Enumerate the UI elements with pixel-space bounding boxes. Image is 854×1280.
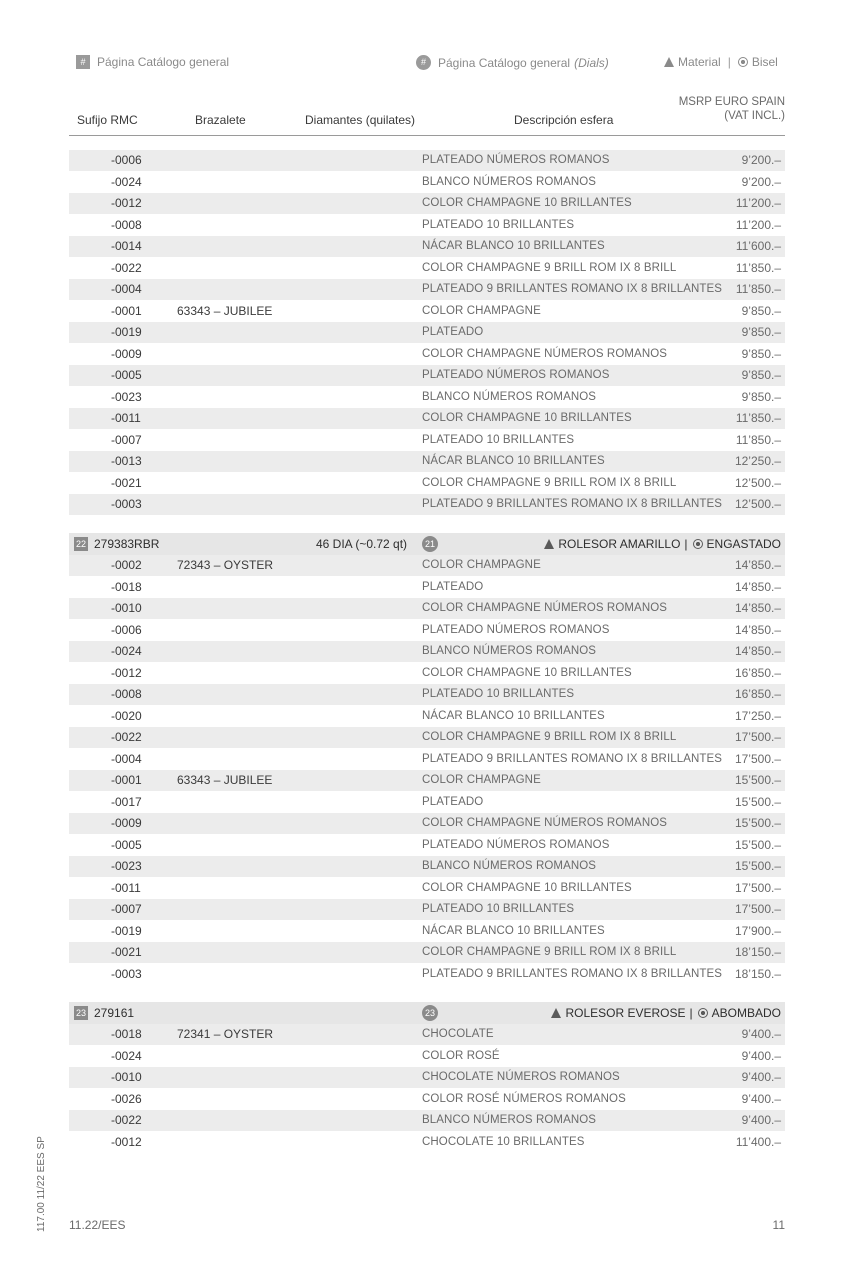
legend-catalog-label: Página Catálogo general bbox=[97, 55, 230, 69]
rmc-suffix: -0023 bbox=[111, 859, 142, 873]
material-triangle-icon bbox=[551, 1008, 561, 1018]
dial-description: CHOCOLATE bbox=[422, 1028, 494, 1040]
catalog-page-badge: 22 bbox=[75, 539, 86, 549]
rmc-suffix: -0023 bbox=[111, 389, 142, 404]
rmc-suffix: -0008 bbox=[111, 217, 142, 232]
legend bbox=[0, 55, 854, 75]
table-row bbox=[69, 344, 785, 365]
dial-description: PLATEADO NÚMEROS ROMANOS bbox=[422, 838, 610, 851]
table-row bbox=[69, 494, 785, 515]
table-row bbox=[69, 172, 785, 193]
price: 12’500.– bbox=[734, 475, 781, 490]
table-row bbox=[69, 1046, 785, 1067]
price: 9’200.– bbox=[741, 153, 781, 167]
material-bezel bbox=[544, 533, 781, 555]
dial-description: BLANCO NÚMEROS ROMANOS bbox=[422, 390, 597, 403]
material-triangle-icon bbox=[664, 57, 674, 67]
reference-number: 279161 bbox=[94, 1006, 135, 1020]
price: 12’500.– bbox=[734, 497, 781, 511]
table-row bbox=[69, 964, 785, 985]
rmc-suffix: -0009 bbox=[111, 346, 142, 361]
dial-description: PLATEADO NÚMEROS ROMANOS bbox=[422, 369, 610, 381]
price: 16’850.– bbox=[734, 665, 781, 680]
material-label: ROLESOR AMARILLO bbox=[558, 537, 681, 551]
price: 15’500.– bbox=[734, 773, 781, 787]
dial-description: PLATEADO 10 BRILLANTES bbox=[422, 433, 575, 446]
rmc-suffix: -0004 bbox=[111, 282, 142, 296]
dial-description: CHOCOLATE 10 BRILLANTES bbox=[422, 1135, 585, 1148]
dial-description: COLOR CHAMPAGNE 10 BRILLANTES bbox=[422, 197, 632, 209]
table-row bbox=[69, 598, 785, 619]
rmc-suffix: -0021 bbox=[111, 475, 142, 490]
dial-description: PLATEADO 10 BRILLANTES bbox=[422, 218, 575, 231]
header-price bbox=[679, 95, 785, 123]
price: 14’850.– bbox=[734, 601, 781, 615]
price: 9’200.– bbox=[741, 174, 781, 189]
dial-description: COLOR CHAMPAGNE 9 BRILL ROM IX 8 BRILL bbox=[422, 946, 677, 958]
price: 14’850.– bbox=[734, 622, 781, 637]
price: 17’500.– bbox=[734, 751, 781, 766]
rmc-suffix: -0003 bbox=[111, 966, 142, 981]
legend-dials bbox=[416, 55, 609, 70]
dial-description: BLANCO NÚMEROS ROMANOS bbox=[422, 860, 597, 872]
legend-material: Material bbox=[678, 55, 721, 69]
rmc-suffix: -0010 bbox=[111, 1070, 142, 1084]
bezel-circle-icon bbox=[698, 1008, 708, 1018]
dial-description: COLOR CHAMPAGNE 10 BRILLANTES bbox=[422, 881, 632, 894]
legend-catalog bbox=[76, 55, 229, 69]
price: 17’500.– bbox=[734, 880, 781, 895]
price: 9’850.– bbox=[741, 368, 781, 382]
bezel-label: ABOMBADO bbox=[711, 1006, 781, 1020]
page-number: 11 bbox=[772, 1218, 785, 1232]
table-row bbox=[69, 727, 785, 748]
price: 15’500.– bbox=[734, 859, 781, 873]
reference-number: 279383RBR bbox=[94, 537, 160, 551]
material-triangle-icon bbox=[544, 539, 554, 549]
price: 9’400.– bbox=[741, 1070, 781, 1084]
price: 15’500.– bbox=[734, 794, 781, 809]
dial-description: COLOR ROSÉ bbox=[422, 1049, 500, 1062]
rmc-suffix: -0012 bbox=[111, 665, 142, 680]
price: 11’850.– bbox=[735, 260, 781, 275]
table-row bbox=[69, 684, 785, 705]
table-row bbox=[69, 408, 785, 429]
footer-edition: 11.22/EES bbox=[69, 1218, 126, 1232]
table-row bbox=[69, 1067, 785, 1088]
section-header bbox=[69, 1002, 785, 1024]
bracelet: 72341 – OYSTER bbox=[177, 1027, 274, 1041]
price: 16’850.– bbox=[734, 687, 781, 701]
rmc-suffix: -0013 bbox=[111, 454, 142, 468]
rmc-suffix: -0012 bbox=[111, 196, 142, 210]
table-row bbox=[69, 620, 785, 641]
price: 11’400.– bbox=[735, 1134, 781, 1149]
dial-description: NÁCAR BLANCO 10 BRILLANTES bbox=[422, 709, 605, 722]
dial-description: COLOR CHAMPAGNE 9 BRILL ROM IX 8 BRILL bbox=[422, 261, 677, 274]
price: 9’400.– bbox=[741, 1091, 781, 1106]
table-row bbox=[69, 813, 785, 834]
table-row bbox=[69, 1132, 785, 1153]
rmc-suffix: -0009 bbox=[111, 816, 142, 830]
bezel-circle-icon bbox=[693, 539, 703, 549]
price: 9’850.– bbox=[741, 389, 781, 404]
rmc-suffix: -0024 bbox=[111, 174, 142, 189]
price: 15’500.– bbox=[734, 837, 781, 852]
rmc-suffix: -0012 bbox=[111, 1134, 142, 1149]
header-price-line2: (VAT INCL.) bbox=[724, 110, 785, 122]
legend-bezel: Bisel bbox=[751, 55, 778, 69]
dial-description: COLOR CHAMPAGNE NÚMEROS ROMANOS bbox=[422, 602, 668, 614]
header-dial: Descripción esfera bbox=[514, 113, 614, 127]
rmc-suffix: -0021 bbox=[111, 945, 142, 959]
price: 14’850.– bbox=[734, 579, 781, 594]
bezel-circle-icon bbox=[738, 57, 748, 67]
dial-description: PLATEADO bbox=[422, 795, 484, 808]
dial-description: PLATEADO 10 BRILLANTES bbox=[422, 688, 575, 700]
dial-description: PLATEADO 10 BRILLANTES bbox=[422, 903, 575, 915]
table-row bbox=[69, 663, 785, 684]
dial-description: NÁCAR BLANCO 10 BRILLANTES bbox=[422, 455, 605, 467]
dial-description: PLATEADO NÚMEROS ROMANOS bbox=[422, 623, 610, 636]
price: 18’150.– bbox=[734, 966, 781, 981]
rmc-suffix: -0001 bbox=[111, 303, 142, 318]
price: 17’900.– bbox=[734, 923, 781, 938]
dials-page-badge: 23 bbox=[422, 1005, 438, 1021]
price: 11’850.– bbox=[735, 282, 781, 296]
header-price-line1: MSRP EURO SPAIN bbox=[678, 96, 785, 108]
dial-description: PLATEADO bbox=[422, 326, 484, 338]
rmc-suffix: -0006 bbox=[111, 622, 142, 637]
price: 11’200.– bbox=[735, 217, 781, 232]
price: 11’850.– bbox=[735, 432, 781, 447]
table-row bbox=[69, 577, 785, 598]
rmc-suffix: -0026 bbox=[111, 1091, 142, 1106]
bracelet: 63343 – JUBILEE bbox=[177, 773, 273, 787]
rmc-suffix: -0014 bbox=[111, 239, 142, 253]
table-row bbox=[69, 555, 785, 576]
rmc-suffix: -0010 bbox=[111, 601, 142, 615]
dials-page-badge: 21 bbox=[422, 536, 438, 552]
rmc-suffix: -0007 bbox=[111, 432, 142, 447]
table-row bbox=[69, 150, 785, 171]
table-row bbox=[69, 942, 785, 963]
dial-description: COLOR CHAMPAGNE bbox=[422, 559, 541, 571]
table-row bbox=[69, 473, 785, 494]
dial-description: PLATEADO 9 BRILLANTES ROMANO IX 8 BRILLANTES bbox=[422, 498, 723, 510]
dial-description: BLANCO NÚMEROS ROMANOS bbox=[422, 1114, 597, 1126]
dial-description: PLATEADO NÚMEROS ROMANOS bbox=[422, 154, 610, 166]
table-row bbox=[69, 258, 785, 279]
legend-separator: | bbox=[727, 55, 731, 69]
table-row bbox=[69, 878, 785, 899]
rmc-suffix: -0022 bbox=[111, 260, 142, 275]
dial-description: COLOR CHAMPAGNE NÚMEROS ROMANOS bbox=[422, 817, 668, 829]
rmc-suffix: -0008 bbox=[111, 687, 142, 701]
catalog-page-icon: # bbox=[76, 55, 90, 69]
price: 17’250.– bbox=[734, 708, 781, 723]
table-row bbox=[69, 792, 785, 813]
dial-description: NÁCAR BLANCO 10 BRILLANTES bbox=[422, 924, 605, 937]
table-row bbox=[69, 387, 785, 408]
rmc-suffix: -0020 bbox=[111, 708, 142, 723]
material-separator: | bbox=[689, 1006, 693, 1020]
table-row bbox=[69, 365, 785, 386]
price: 18’150.– bbox=[734, 945, 781, 959]
header-suffix: Sufijo RMC bbox=[77, 113, 138, 127]
table-row bbox=[69, 193, 785, 214]
price: 9’850.– bbox=[741, 346, 781, 361]
bracelet: 63343 – JUBILEE bbox=[177, 303, 273, 318]
table-row bbox=[69, 236, 785, 257]
price: 17’500.– bbox=[734, 902, 781, 916]
price: 14’850.– bbox=[734, 644, 781, 658]
table-row bbox=[69, 322, 785, 343]
dials-page-icon: # bbox=[416, 55, 431, 70]
rmc-suffix: -0017 bbox=[111, 794, 142, 809]
dial-description: COLOR CHAMPAGNE 9 BRILL ROM IX 8 BRILL bbox=[422, 476, 677, 489]
dial-description: PLATEADO bbox=[422, 580, 484, 593]
material-separator: | bbox=[684, 537, 688, 551]
material-label: ROLESOR EVEROSE bbox=[565, 1006, 686, 1020]
rmc-suffix: -0001 bbox=[111, 773, 142, 787]
table-row bbox=[69, 835, 785, 856]
dial-description: BLANCO NÚMEROS ROMANOS bbox=[422, 175, 597, 188]
table-header bbox=[69, 95, 785, 136]
price: 11’200.– bbox=[735, 196, 781, 210]
price: 14’850.– bbox=[734, 558, 781, 572]
dial-description: PLATEADO 9 BRILLANTES ROMANO IX 8 BRILLANTES bbox=[422, 752, 723, 765]
rmc-suffix: -0022 bbox=[111, 1113, 142, 1127]
price: 12’250.– bbox=[734, 454, 781, 468]
dial-description: NÁCAR BLANCO 10 BRILLANTES bbox=[422, 240, 605, 252]
table-row bbox=[69, 279, 785, 300]
price: 9’400.– bbox=[741, 1048, 781, 1063]
table-row bbox=[69, 749, 785, 770]
rmc-suffix: -0022 bbox=[111, 730, 142, 744]
table-row bbox=[69, 706, 785, 727]
price: 9’400.– bbox=[741, 1027, 781, 1041]
rmc-suffix: -0024 bbox=[111, 644, 142, 658]
legend-dials-label: Página Catálogo general bbox=[438, 55, 571, 70]
side-code: 117.00 11/22 EES SP bbox=[36, 1136, 47, 1232]
dial-description: COLOR CHAMPAGNE 10 BRILLANTES bbox=[422, 412, 632, 424]
rmc-suffix: -0011 bbox=[111, 880, 141, 895]
section-header bbox=[69, 533, 785, 555]
dial-description: COLOR CHAMPAGNE bbox=[422, 774, 541, 786]
rmc-suffix: -0005 bbox=[111, 368, 142, 382]
material-bezel bbox=[551, 1002, 781, 1024]
table-row bbox=[69, 770, 785, 791]
table-row bbox=[69, 215, 785, 236]
dial-description: COLOR CHAMPAGNE 10 BRILLANTES bbox=[422, 666, 632, 679]
price: 9’400.– bbox=[741, 1113, 781, 1127]
dial-description: BLANCO NÚMEROS ROMANOS bbox=[422, 645, 597, 657]
price: 11’600.– bbox=[735, 239, 781, 253]
price: 9’850.– bbox=[741, 303, 781, 318]
price: 15’500.– bbox=[734, 816, 781, 830]
table-row bbox=[69, 451, 785, 472]
bezel-label: ENGASTADO bbox=[706, 537, 781, 551]
rmc-suffix: -0024 bbox=[111, 1048, 142, 1063]
rmc-suffix: -0019 bbox=[111, 325, 142, 339]
table-row bbox=[69, 301, 785, 322]
table-row bbox=[69, 641, 785, 662]
dial-description: COLOR CHAMPAGNE NÚMEROS ROMANOS bbox=[422, 347, 668, 360]
price: 9’850.– bbox=[741, 325, 781, 339]
dial-description: COLOR CHAMPAGNE 9 BRILL ROM IX 8 BRILL bbox=[422, 731, 677, 743]
catalog-page-badge: 23 bbox=[75, 1008, 86, 1018]
rmc-suffix: -0005 bbox=[111, 837, 142, 852]
rmc-suffix: -0019 bbox=[111, 923, 142, 938]
table-row bbox=[69, 1110, 785, 1131]
rmc-suffix: -0007 bbox=[111, 902, 142, 916]
price: 17’500.– bbox=[734, 730, 781, 744]
legend-dials-italic: (Dials) bbox=[574, 55, 609, 70]
dial-description: COLOR CHAMPAGNE bbox=[422, 304, 541, 317]
dial-description: CHOCOLATE NÚMEROS ROMANOS bbox=[422, 1071, 620, 1083]
table-row bbox=[69, 1024, 785, 1045]
bracelet: 72343 – OYSTER bbox=[177, 558, 274, 572]
table-row bbox=[69, 899, 785, 920]
table-row bbox=[69, 856, 785, 877]
rmc-suffix: -0006 bbox=[111, 153, 142, 167]
rmc-suffix: -0003 bbox=[111, 497, 142, 511]
legend-material-bezel bbox=[664, 55, 778, 69]
rmc-suffix: -0011 bbox=[111, 411, 141, 425]
rmc-suffix: -0002 bbox=[111, 558, 142, 572]
header-diamonds: Diamantes (quilates) bbox=[305, 113, 416, 127]
diamond-carats: 46 DIA (~0.72 qt) bbox=[316, 537, 408, 551]
rmc-suffix: -0004 bbox=[111, 751, 142, 766]
price: 11’850.– bbox=[735, 411, 781, 425]
table-row bbox=[69, 921, 785, 942]
dial-description: PLATEADO 9 BRILLANTES ROMANO IX 8 BRILLANTES bbox=[422, 967, 723, 980]
header-bracelet: Brazalete bbox=[195, 113, 246, 127]
rmc-suffix: -0018 bbox=[111, 579, 142, 594]
table-row bbox=[69, 430, 785, 451]
dial-description: PLATEADO 9 BRILLANTES ROMANO IX 8 BRILLANTES bbox=[422, 283, 723, 295]
rmc-suffix: -0018 bbox=[111, 1027, 142, 1041]
table-row bbox=[69, 1089, 785, 1110]
dial-description: COLOR ROSÉ NÚMEROS ROMANOS bbox=[422, 1092, 626, 1105]
